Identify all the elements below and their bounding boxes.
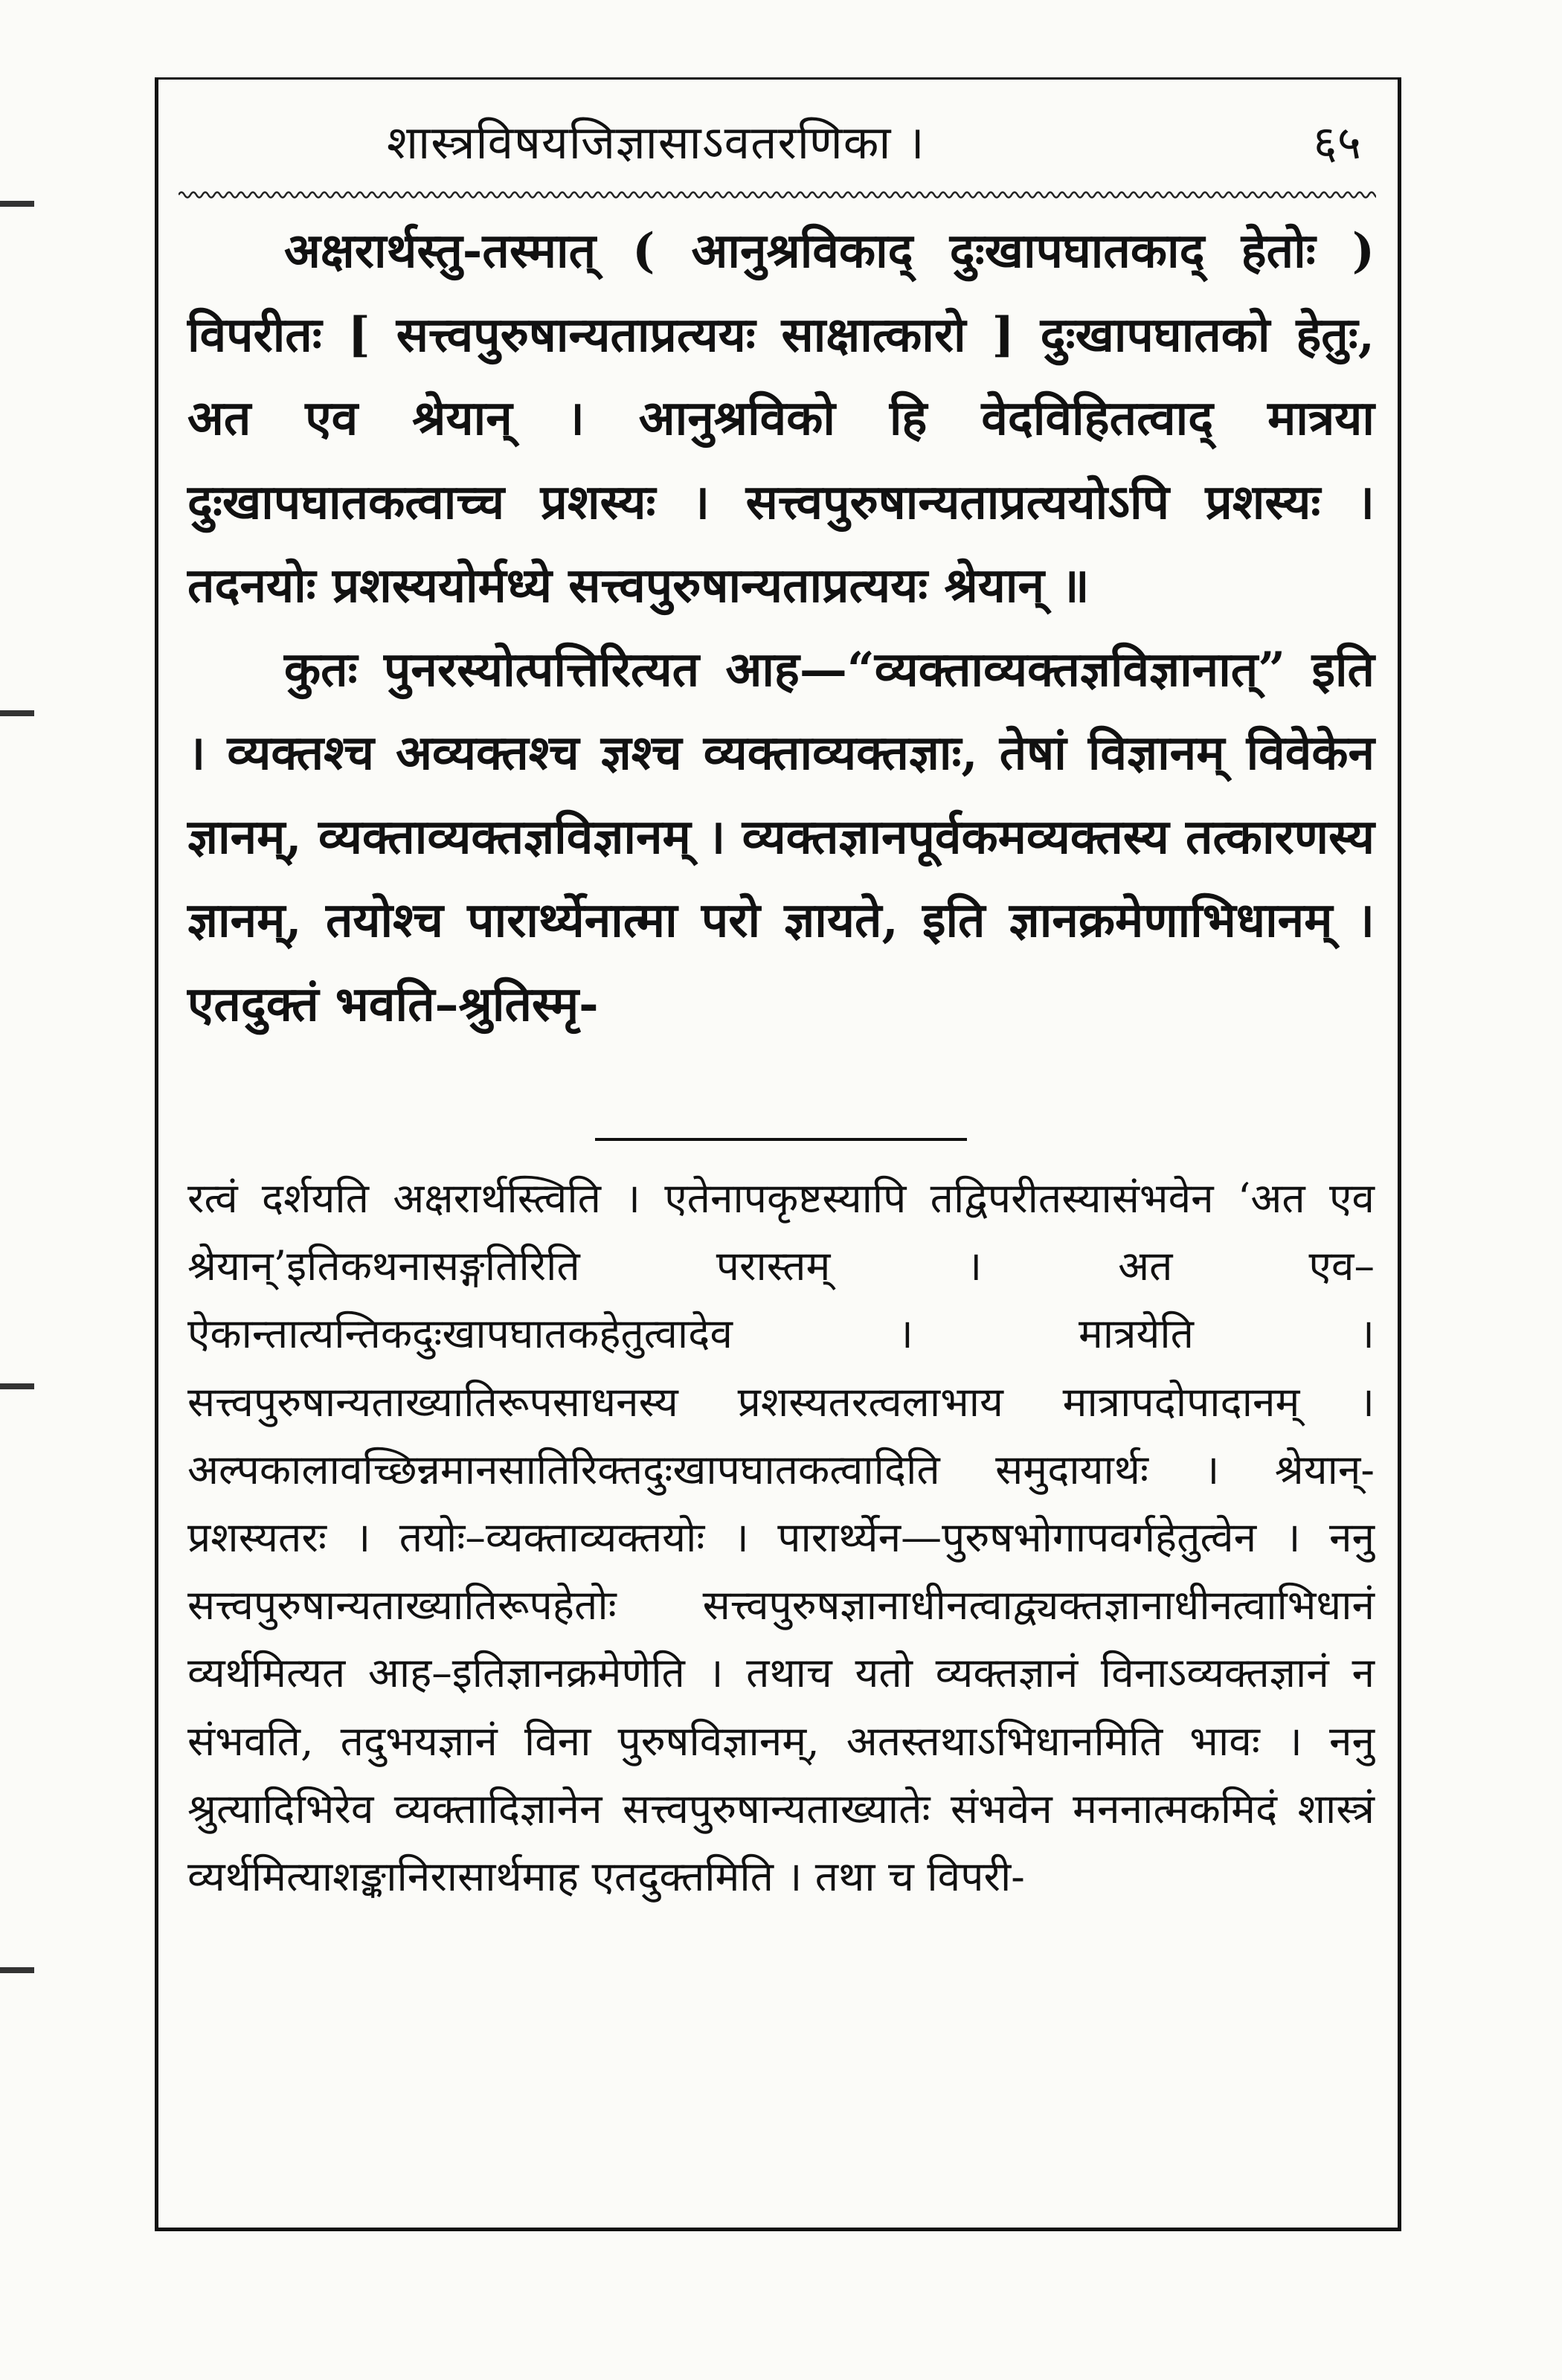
commentary-paragraph: रत्वं दर्शयति अक्षरार्थस्त्विति । एतेनापकृष्टस्यापि तद्विपरीतस्यासंभवेन ‘अत एव श्रेयान्’इतिकथनासङ्गतिरिति परास्तम् । अत एव–ऐकान्तात्यन्तिकदुःखापघातकहेतुत्वादेव । मात्रयेति । सत्त्वपुरुषान्यताख्यातिरूपसाधनस्य प्रशस्यतरत्वलाभाय मात्रापदोपादानम् । अल्पकालावच्छिन्नमानसातिरिक्तदुःखापघातकत्वादिति समुदायार्थः । श्रेयान्-प्रशस्यतरः । तयोः–व्यक्ताव्यक्तयोः । पारार्थ्येन—पुरुषभोगापवर्गहेतुत्वेन । ननु सत्त्वपुरुषान्यताख्यातिरूपहेतोः सत्त्वपुरुषज्ञानाधीनत्वाद्व्यक्तज्ञानाधीनत्वाभिधानं व्यर्थमित्यत आह–इतिज्ञानक्रमेणेति । तथाच यतो व्यक्तज्ञानं विनाऽव्यक्तज्ञानं न संभवति, तदुभयज्ञानं विना पुरुषविज्ञानम्, अतस्तथाऽभिधानमिति भावः । ननु श्रुत्यादिभिरेव व्यक्तादिज्ञानेन सत्त्वपुरुषान्यताख्यातेः संभवेन मननात्मकमिदं शास्त्रं व्यर्थमित्याशङ्कानिरासार्थमाह एतदुक्तमिति । तथा च विपरी- — [187, 1174, 1375, 1901]
running-title: शास्त्रविषयजिज्ञासाऽवतरणिका । — [387, 115, 925, 170]
main-paragraph-1: अक्षरार्थस्तु-तस्मात् ( आनुश्रविकाद् दुःखापघातकाद् हेतोः ) विपरीतः [ सत्त्वपुरुषान्यताप्रत्ययः साक्षात्कारो ] दुःखापघातको हेतुः, अत एव श्रेयान् । आनुश्रविको हि वेदविहितत्वाद् मात्रया दुःखापघातकत्वाच्च प्रशस्यः । सत्त्वपुरुषान्यताप्रत्ययोऽपि प्रशस्यः । तदनयोः प्रशस्ययोर्मध्ये सत्त्वपुरुषान्यताप्रत्ययः श्रेयान् ॥ — [187, 223, 1375, 614]
binding-mark-4 — [0, 1967, 34, 1973]
section-divider — [595, 1138, 967, 1141]
page-header — [179, 110, 1376, 192]
wavy-rule — [179, 187, 1376, 202]
commentary-text — [187, 1165, 1375, 1911]
binding-mark-3 — [0, 1383, 34, 1389]
page-number: ६५ — [1313, 115, 1361, 170]
main-paragraph-2: कुतः पुनरस्योत्पत्तिरित्यत आह—“व्यक्ताव्यक्तज्ञविज्ञानात्” इति । व्यक्तश्च अव्यक्तश्च ज्ञश्च व्यक्ताव्यक्तज्ञाः, तेषां विज्ञानम् विवेकेन ज्ञानम्, व्यक्ताव्यक्तज्ञविज्ञानम् । व्यक्तज्ञानपूर्वकमव्यक्तस्य तत्कारणस्य ज्ञानम्, तयोश्च पारार्थ्येनात्मा परो ज्ञायते, इति ज्ञानक्रमेणाभिधानम् । एतदुक्तं भवति–श्रुतिस्मृ- — [187, 641, 1375, 1032]
binding-mark-1 — [0, 201, 34, 207]
main-text — [187, 210, 1375, 1046]
binding-mark-2 — [0, 710, 34, 716]
